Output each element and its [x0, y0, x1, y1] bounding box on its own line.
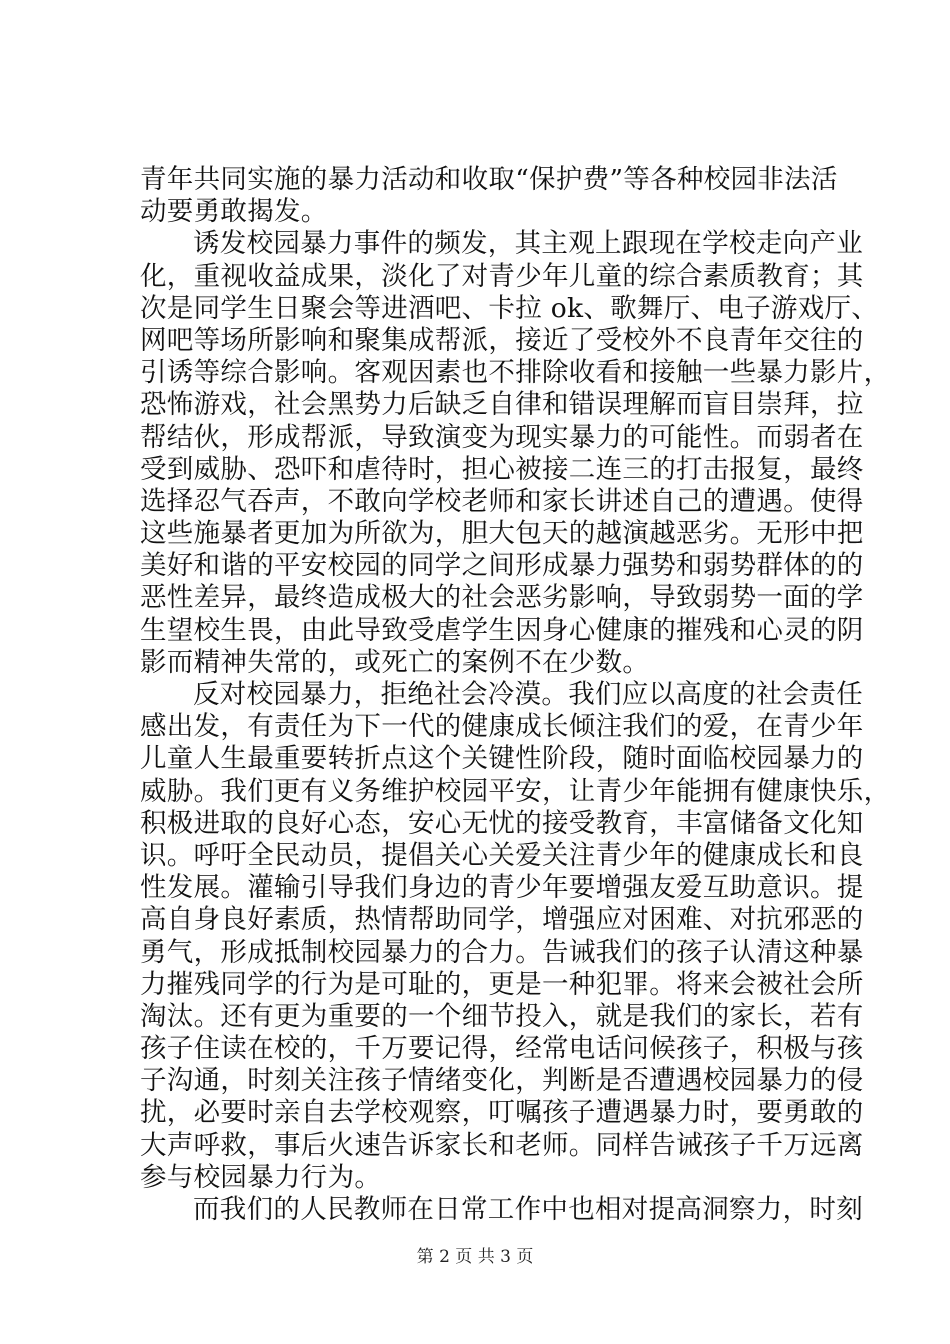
text-line: 扰，必要时亲自去学校观察，叮嘱孩子遭遇暴力时，要勇敢的 — [140, 1097, 864, 1129]
text-line: 子沟通，时刻关注孩子情绪变化，判断是否遭遇校园暴力的侵 — [140, 1065, 864, 1097]
paragraph — [140, 164, 840, 228]
paragraph — [140, 1194, 863, 1226]
text-line: 高自身良好素质，热情帮助同学，增强应对困难、对抗邪恶的 — [140, 904, 864, 936]
text-line: 性发展。灌输引导我们身边的青少年要增强友爱互助意识。提 — [140, 872, 864, 904]
text-line: 而我们的人民教师在日常工作中也相对提高洞察力，时刻 — [193, 1194, 863, 1225]
text-line: 力摧残同学的行为是可耻的，更是一种犯罪。将来会被社会所 — [140, 968, 864, 1000]
paragraph — [140, 679, 891, 1194]
text-line: 选择忍气吞声，不敢向学校老师和家长讲述自己的遭遇。使得 — [140, 485, 864, 517]
text-line: 诱发校园暴力事件的频发，其主观上跟现在学校走向产业 — [193, 228, 863, 260]
text-line: 儿童人生最重要转折点这个关键性阶段，随时面临校园暴力的 — [140, 743, 864, 775]
text-line: 参与校园暴力行为。 — [140, 1161, 382, 1193]
text-line: 引诱等综合影响。客观因素也不排除收看和接触一些暴力影片， — [140, 357, 891, 389]
text-line: 动要勇敢揭发。 — [140, 196, 328, 228]
text-line: 影而精神失常的，或死亡的案例不在少数。 — [140, 646, 650, 678]
text-line: 帮结伙，形成帮派，导致演变为现实暴力的可能性。而弱者在 — [140, 421, 864, 453]
paragraph — [140, 228, 891, 679]
text-line: 淘汰。还有更为重要的一个细节投入，就是我们的家长，若有 — [140, 1000, 864, 1032]
text-line: 孩子住读在校的，千万要记得，经常电话问候孩子，积极与孩 — [140, 1033, 864, 1065]
text-line: 次是同学生日聚会等进酒吧、卡拉 ok、歌舞厅、电子游戏厅、 — [140, 292, 879, 324]
text-line: 青年共同实施的暴力活动和收取“保护费”等各种校园非法活 — [140, 164, 838, 195]
text-line: 美好和谐的平安校园的同学之间形成暴力强势和弱势群体的的 — [140, 550, 864, 582]
text-line: 化，重视收益成果，淡化了对青少年儿童的综合素质教育；其 — [140, 260, 864, 292]
text-line: 这些施暴者更加为所欲为，胆大包天的越演越恶劣。无形中把 — [140, 518, 864, 550]
text-line: 生望校生畏，由此导致受虐学生因身心健康的摧残和心灵的阴 — [140, 614, 864, 646]
text-line: 恐怖游戏，社会黑势力后缺乏自律和错误理解而盲目崇拜，拉 — [140, 389, 864, 421]
text-line: 感出发，有责任为下一代的健康成长倾注我们的爱，在青少年 — [140, 711, 864, 743]
text-line: 威胁。我们更有义务维护校园平安，让青少年能拥有健康快乐， — [140, 775, 891, 807]
text-line: 恶性差异，最终造成极大的社会恶劣影响，导致弱势一面的学 — [140, 582, 864, 614]
text-line: 反对校园暴力，拒绝社会冷漠。我们应以高度的社会责任 — [193, 679, 863, 710]
text-line: 识。呼吁全民动员，提倡关心关爱关注青少年的健康成长和良 — [140, 839, 864, 871]
text-line: 受到威胁、恐吓和虐待时，担心被接二连三的打击报复，最终 — [140, 453, 864, 485]
text-line: 大声呼救，事后火速告诉家长和老师。同样告诫孩子千万远离 — [140, 1129, 864, 1161]
text-line: 网吧等场所影响和聚集成帮派，接近了受校外不良青年交往的 — [140, 324, 864, 356]
page-footer: 第 2 页 共 3 页 — [416, 1247, 534, 1267]
body-text — [140, 164, 891, 1226]
text-line: 积极进取的良好心态，安心无忧的接受教育，丰富储备文化知 — [140, 807, 864, 839]
text-line: 勇气，形成抵制校园暴力的合力。告诫我们的孩子认清这种暴 — [140, 936, 864, 968]
